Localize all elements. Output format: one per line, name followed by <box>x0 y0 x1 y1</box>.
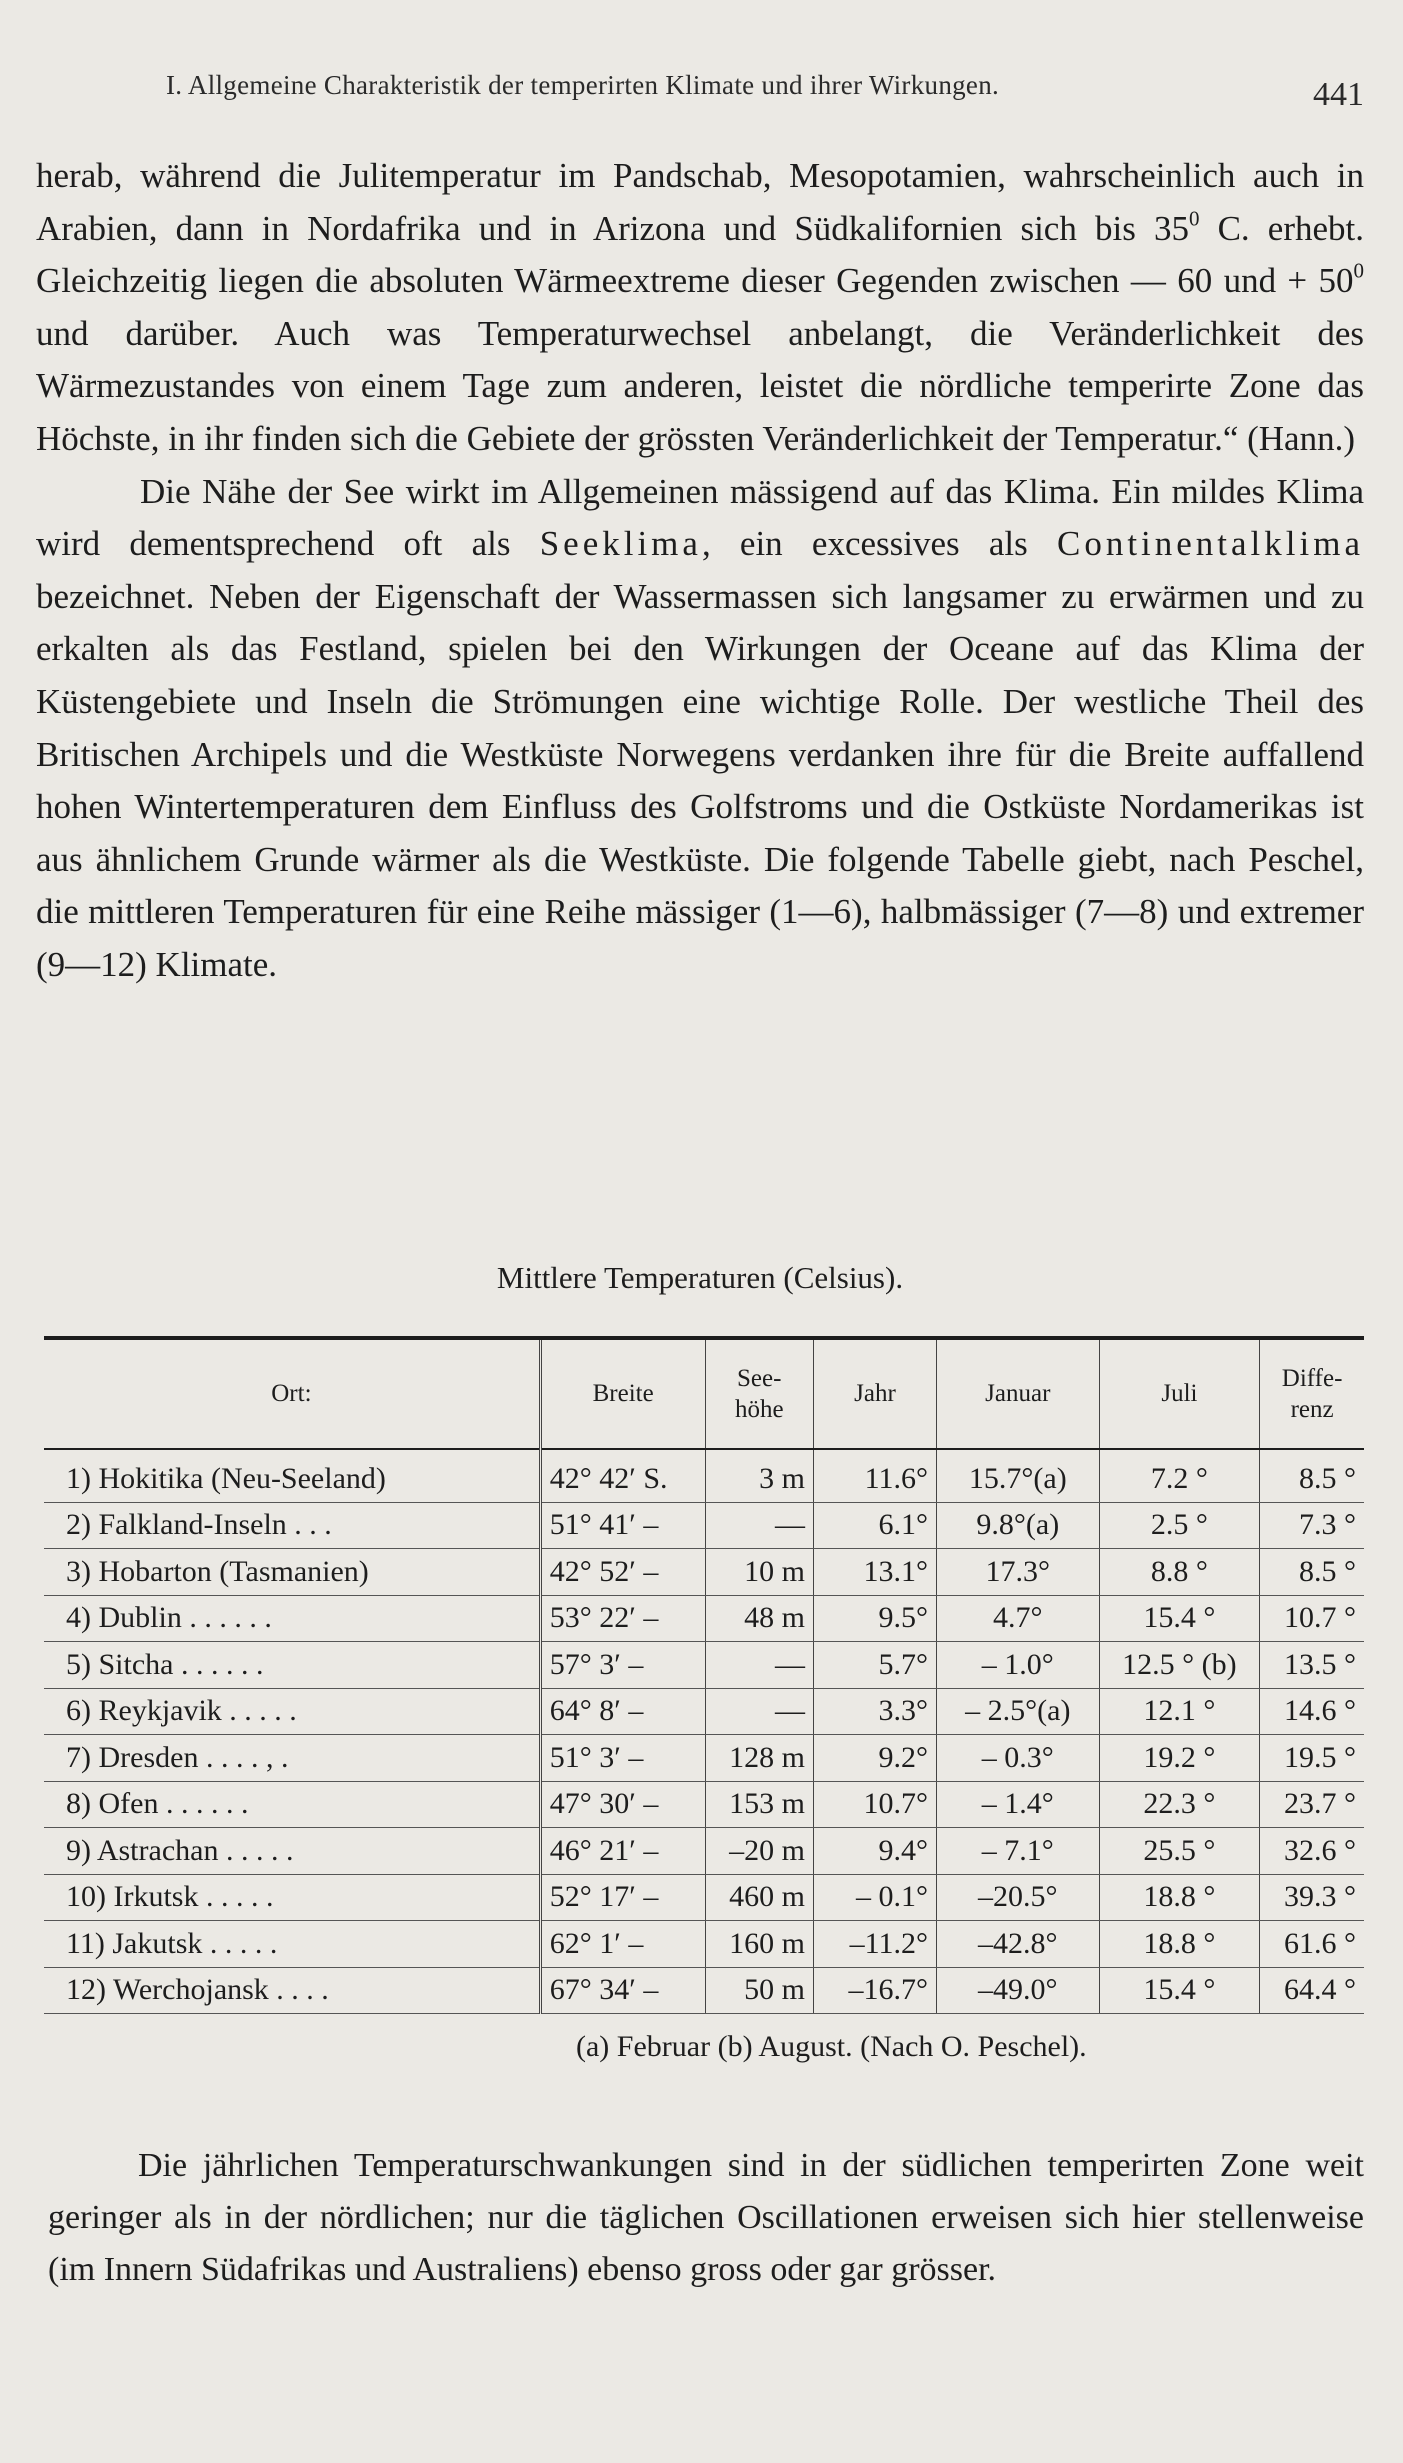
cell-ort: 3) Hobarton (Tasmanien) <box>44 1549 540 1596</box>
cell-ort: 10) Irkutsk . . . . . <box>44 1874 540 1921</box>
cell-differenz: 23.7 ° <box>1260 1781 1364 1828</box>
paragraph-1 <box>36 150 1364 466</box>
cell-ort: 5) Sitcha . . . . . . <box>44 1642 540 1689</box>
table-row <box>44 1735 1364 1782</box>
cell-jahr: 13.1° <box>813 1549 936 1596</box>
cell-januar: –49.0° <box>936 1967 1099 2014</box>
cell-differenz: 8.5 ° <box>1260 1449 1364 1502</box>
page-number: 441 <box>1313 76 1364 113</box>
cell-breite: 46° 21′ – <box>540 1828 705 1875</box>
cell-seehoehe: 128 m <box>705 1735 813 1782</box>
cell-januar: 4.7° <box>936 1595 1099 1642</box>
header-ort: Ort: <box>44 1338 540 1449</box>
table-caption: Mittlere Temperaturen (Celsius). <box>496 1260 904 1295</box>
temperature-table-wrap <box>44 1336 1364 2014</box>
table-row <box>44 1549 1364 1596</box>
running-head: I. Allgemeine Charakteristik der temperirten Klimate und ihrer Wirkungen. <box>166 70 1000 100</box>
table-footnote: (a) Februar (b) August. (Nach O. Peschel). <box>576 2030 1087 2063</box>
cell-seehoehe: — <box>705 1642 813 1689</box>
cell-breite: 42° 42′ S. <box>540 1449 705 1502</box>
cell-juli: 18.8 ° <box>1099 1921 1260 1968</box>
cell-breite: 64° 8′ – <box>540 1688 705 1735</box>
header-januar: Januar <box>936 1338 1099 1449</box>
cell-jahr: 5.7° <box>813 1642 936 1689</box>
cell-juli: 2.5 ° <box>1099 1502 1260 1549</box>
paragraph-2-text-a: Die Nähe der See wirkt im Allgemeinen mässigend auf das Klima. Ein mildes Klima wird dementsprechend oft als <box>36 471 1364 564</box>
cell-juli: 15.4 ° <box>1099 1595 1260 1642</box>
cell-juli: 25.5 ° <box>1099 1828 1260 1875</box>
cell-juli: 12.1 ° <box>1099 1688 1260 1735</box>
cell-ort: 11) Jakutsk . . . . . <box>44 1921 540 1968</box>
cell-seehoehe: 160 m <box>705 1921 813 1968</box>
cell-januar: 17.3° <box>936 1549 1099 1596</box>
cell-januar: – 1.4° <box>936 1781 1099 1828</box>
table-header-row <box>44 1338 1364 1449</box>
term-continentalklima: Continentalklima <box>1056 524 1364 564</box>
cell-ort: 1) Hokitika (Neu-Seeland) <box>44 1449 540 1502</box>
paragraph-2-text-b: , ein excessives als <box>701 524 1057 564</box>
cell-differenz: 39.3 ° <box>1260 1874 1364 1921</box>
cell-ort: 6) Reykjavik . . . . . <box>44 1688 540 1735</box>
cell-ort: 4) Dublin . . . . . . <box>44 1595 540 1642</box>
cell-breite: 67° 34′ – <box>540 1967 705 2014</box>
cell-juli: 8.8 ° <box>1099 1549 1260 1596</box>
closing-text <box>48 2140 1364 2296</box>
cell-januar: – 2.5°(a) <box>936 1688 1099 1735</box>
table-row <box>44 1595 1364 1642</box>
cell-breite: 53° 22′ – <box>540 1595 705 1642</box>
cell-juli: 15.4 ° <box>1099 1967 1260 2014</box>
cell-differenz: 19.5 ° <box>1260 1735 1364 1782</box>
cell-jahr: 6.1° <box>813 1502 936 1549</box>
cell-seehoehe: 10 m <box>705 1549 813 1596</box>
body-text <box>36 150 1364 992</box>
cell-januar: – 1.0° <box>936 1642 1099 1689</box>
cell-differenz: 14.6 ° <box>1260 1688 1364 1735</box>
table-row <box>44 1967 1364 2014</box>
cell-januar: –42.8° <box>936 1921 1099 1968</box>
cell-juli: 12.5 ° (b) <box>1099 1642 1260 1689</box>
table-row <box>44 1874 1364 1921</box>
cell-seehoehe: 48 m <box>705 1595 813 1642</box>
paragraph-1-text-c: und darüber. Auch was Temperaturwechsel anbelangt, die Veränderlichkeit des Wärmezustandes von einem Tage zum anderen, leistet die nördliche temperirte Zone das Höchste, in ihr finden sich die Gebiete der grössten Veränderlichkeit der Temperatur.“ (Hann.) <box>36 313 1364 458</box>
paragraph-2 <box>36 466 1364 992</box>
cell-seehoehe: 50 m <box>705 1967 813 2014</box>
table-body <box>44 1449 1364 2014</box>
table-row <box>44 1781 1364 1828</box>
cell-jahr: –16.7° <box>813 1967 936 2014</box>
table-row <box>44 1921 1364 1968</box>
cell-differenz: 13.5 ° <box>1260 1642 1364 1689</box>
cell-jahr: 11.6° <box>813 1449 936 1502</box>
cell-seehoehe: 460 m <box>705 1874 813 1921</box>
cell-januar: –20.5° <box>936 1874 1099 1921</box>
cell-juli: 22.3 ° <box>1099 1781 1260 1828</box>
cell-juli: 18.8 ° <box>1099 1874 1260 1921</box>
cell-breite: 52° 17′ – <box>540 1874 705 1921</box>
cell-differenz: 10.7 ° <box>1260 1595 1364 1642</box>
cell-juli: 19.2 ° <box>1099 1735 1260 1782</box>
header-breite: Breite <box>540 1338 705 1449</box>
header-juli: Juli <box>1099 1338 1260 1449</box>
cell-seehoehe: — <box>705 1688 813 1735</box>
book-page <box>36 0 1364 2463</box>
cell-breite: 47° 30′ – <box>540 1781 705 1828</box>
cell-ort: 7) Dresden . . . . , . <box>44 1735 540 1782</box>
paragraph-2-text-c: bezeichnet. Neben der Eigenschaft der Wassermassen sich langsamer zu erwärmen und zu erkalten als das Festland, spielen bei den Wirkungen der Oceane auf das Klima der Küstengebiete und Inseln die Strömungen eine wichtige Rolle. Der westliche Theil des Britischen Archipels und die Westküste Norwegens verdanken ihre für die Breite auffallend hohen Wintertemperaturen dem Einfluss des Golfstroms und die Ostküste Nordamerikas ist aus ähnlichem Grunde wärmer als die Westküste. Die folgende Tabelle giebt, nach Peschel, die mittleren Temperaturen für eine Reihe mässiger (1—6), halbmässiger (7—8) und extremer (9—12) Klimate. <box>36 576 1364 984</box>
cell-breite: 57° 3′ – <box>540 1642 705 1689</box>
cell-ort: 2) Falkland-Inseln . . . <box>44 1502 540 1549</box>
header-seehoehe: See- höhe <box>705 1338 813 1449</box>
cell-jahr: – 0.1° <box>813 1874 936 1921</box>
table-row <box>44 1449 1364 1502</box>
cell-differenz: 7.3 ° <box>1260 1502 1364 1549</box>
cell-januar: – 0.3° <box>936 1735 1099 1782</box>
cell-jahr: 9.5° <box>813 1595 936 1642</box>
degree-sup: 0 <box>1353 258 1364 283</box>
cell-jahr: 9.4° <box>813 1828 936 1875</box>
cell-jahr: 10.7° <box>813 1781 936 1828</box>
table-row <box>44 1688 1364 1735</box>
cell-breite: 62° 1′ – <box>540 1921 705 1968</box>
cell-differenz: 32.6 ° <box>1260 1828 1364 1875</box>
table-row <box>44 1642 1364 1689</box>
cell-differenz: 8.5 ° <box>1260 1549 1364 1596</box>
table-row <box>44 1828 1364 1875</box>
header-differenz: Diffe- renz <box>1260 1338 1364 1449</box>
cell-januar: 15.7°(a) <box>936 1449 1099 1502</box>
header-jahr: Jahr <box>813 1338 936 1449</box>
cell-januar: – 7.1° <box>936 1828 1099 1875</box>
cell-differenz: 61.6 ° <box>1260 1921 1364 1968</box>
cell-seehoehe: 3 m <box>705 1449 813 1502</box>
cell-seehoehe: 153 m <box>705 1781 813 1828</box>
temperature-table <box>44 1336 1364 2014</box>
paragraph-1-text-a: herab, während die Julitemperatur im Pandschab, Mesopotamien, wahrscheinlich auch in Arabien, dann in Nordafrika und in Arizona und Südkalifornien sich bis 35 <box>36 156 1364 248</box>
cell-jahr: –11.2° <box>813 1921 936 1968</box>
cell-ort: 8) Ofen . . . . . . <box>44 1781 540 1828</box>
cell-breite: 51° 41′ – <box>540 1502 705 1549</box>
cell-jahr: 9.2° <box>813 1735 936 1782</box>
degree-sup: 0 <box>1188 205 1200 230</box>
cell-ort: 12) Werchojansk . . . . <box>44 1967 540 2014</box>
cell-breite: 42° 52′ – <box>540 1549 705 1596</box>
cell-seehoehe: — <box>705 1502 813 1549</box>
cell-seehoehe: –20 m <box>705 1828 813 1875</box>
paragraph-3: Die jährlichen Temperaturschwankungen sind in der südlichen temperirten Zone weit geringer als in der nördlichen; nur die täglichen Oscillationen erweisen sich hier stellenweise (im Innern Südafrikas und Australiens) ebenso gross oder gar grösser. <box>48 2147 1364 2288</box>
cell-jahr: 3.3° <box>813 1688 936 1735</box>
cell-juli: 7.2 ° <box>1099 1449 1260 1502</box>
cell-ort: 9) Astrachan . . . . . <box>44 1828 540 1875</box>
cell-januar: 9.8°(a) <box>936 1502 1099 1549</box>
paragraph-1-text-b: C. erhebt. Gleichzeitig liegen die absoluten Wärmeextreme dieser Gegenden zwischen — 60 und + 50 <box>36 208 1365 301</box>
table-row <box>44 1502 1364 1549</box>
cell-differenz: 64.4 ° <box>1260 1967 1364 2014</box>
term-seeklima: Seeklima <box>539 524 702 564</box>
cell-breite: 51° 3′ – <box>540 1735 705 1782</box>
